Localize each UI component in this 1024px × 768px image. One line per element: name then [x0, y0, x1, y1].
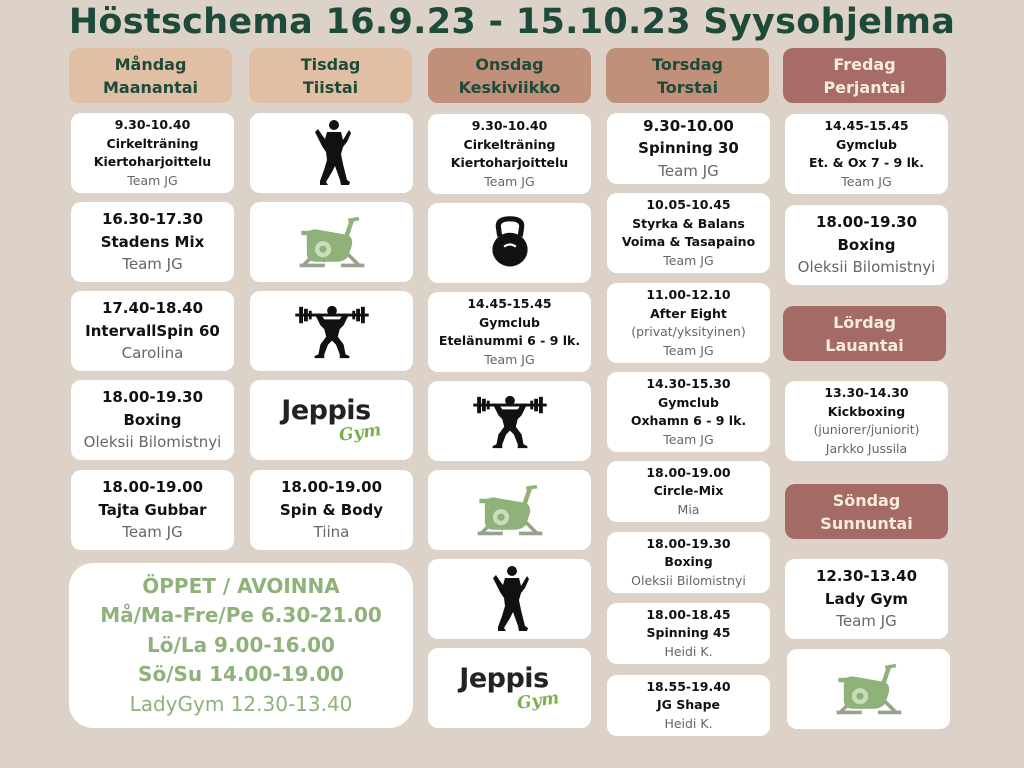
- logo-script: Gym: [516, 688, 561, 714]
- day-header-wednesday: [428, 48, 591, 103]
- class-instructor: Team JG: [484, 351, 535, 367]
- day-name-fi: Tiistai: [302, 77, 359, 97]
- class-instructor: Oleksii Bilomistnyi: [631, 572, 746, 588]
- class-name: Circle-Mix: [653, 483, 724, 499]
- class-card: [785, 114, 948, 194]
- day-name-sv: Måndag: [114, 54, 187, 74]
- class-instructor: Team JG: [127, 172, 178, 188]
- class-time: 14.30-15.30: [646, 376, 731, 391]
- day-name-fi: Lauantai: [825, 335, 904, 355]
- icon-card: [250, 291, 413, 371]
- class-time: 18.55-19.40: [646, 678, 731, 694]
- day-header-friday: [783, 48, 946, 103]
- day-name-sv: Tisdag: [300, 54, 361, 74]
- class-name: Boxing: [837, 235, 896, 254]
- exercise-bike-icon: [833, 661, 905, 717]
- class-name-fi: Oxhamn 6 - 9 lk.: [630, 413, 747, 428]
- boxer-icon: [312, 118, 352, 188]
- class-note: (privat/yksityinen): [631, 324, 746, 339]
- class-time: 12.30-13.40: [815, 567, 918, 586]
- class-instructor: Team JG: [663, 342, 714, 358]
- class-instructor: Carolina: [121, 344, 184, 363]
- opening-hours-box: [69, 563, 413, 728]
- class-name: Gymclub: [658, 394, 719, 410]
- class-card: [785, 381, 948, 461]
- jeppis-gym-logo: [459, 663, 561, 714]
- logo-card: [250, 380, 413, 460]
- day-name-fi: Torstai: [656, 77, 719, 97]
- class-name-fi: Et. & Ox 7 - 9 lk.: [809, 155, 924, 170]
- class-time: 17.40-18.40: [101, 299, 204, 318]
- day-name-sv: Onsdag: [475, 54, 544, 74]
- boxer-icon: [490, 564, 530, 634]
- icon-card: [428, 559, 591, 639]
- class-name: Cirkelträning: [106, 135, 199, 151]
- class-name: Tajta Gubbar: [98, 500, 207, 519]
- class-name: After Eight: [650, 305, 727, 321]
- day-header-tuesday: [249, 48, 412, 103]
- day-name-sv: Söndag: [832, 490, 901, 510]
- class-instructor: Jarkko Jussila: [825, 440, 908, 456]
- opening-hours-weekdays: Må/Ma-Fre/Pe 6.30-21.00: [100, 603, 382, 628]
- class-name: Boxing: [123, 410, 182, 429]
- class-name: IntervallSpin 60: [85, 321, 220, 340]
- class-card: [71, 291, 234, 371]
- class-card: [428, 292, 591, 372]
- logo-word: Jeppis: [281, 395, 371, 426]
- icon-card: [428, 381, 591, 461]
- jeppis-gym-logo: [281, 395, 383, 446]
- class-name-fi: Voima & Tasapaino: [621, 234, 756, 249]
- class-card: [250, 470, 413, 550]
- class-instructor: Heidi K.: [664, 715, 713, 731]
- class-instructor: Team JG: [122, 523, 183, 542]
- class-time: 18.00-19.00: [101, 478, 204, 497]
- icon-card: [250, 202, 413, 282]
- opening-hours-heading: ÖPPET / AVOINNA: [142, 573, 340, 598]
- day-name-fi: Perjantai: [823, 77, 906, 97]
- class-card: [71, 470, 234, 550]
- class-name: Lady Gym: [824, 589, 909, 608]
- class-name: JG Shape: [656, 697, 721, 713]
- day-name-sv: Torsdag: [652, 54, 723, 74]
- class-time: 18.00-19.00: [646, 464, 731, 480]
- class-card: [785, 205, 948, 285]
- class-card: [71, 380, 234, 460]
- day-name-sv: Fredag: [833, 54, 896, 74]
- class-name: Spin & Body: [279, 500, 384, 519]
- class-name: Styrka & Balans: [632, 215, 745, 231]
- kettlebell-icon: [488, 212, 532, 274]
- exercise-bike-icon: [474, 482, 546, 538]
- class-name-fi: Etelänummi 6 - 9 lk.: [438, 333, 581, 348]
- class-card: [607, 603, 770, 664]
- class-instructor: Tiina: [313, 523, 350, 542]
- class-name: Spinning 45: [646, 625, 731, 641]
- class-time: 18.00-19.00: [280, 478, 383, 497]
- day-header-thursday: [606, 48, 769, 103]
- icon-card: [787, 649, 950, 729]
- class-card: [607, 532, 770, 593]
- opening-hours-sunday: Sö/Su 14.00-19.00: [138, 662, 344, 687]
- day-name-fi: Sunnuntai: [820, 513, 913, 533]
- class-time: 11.00-12.10: [646, 287, 731, 302]
- class-card: [785, 559, 948, 639]
- day-header-monday: [69, 48, 232, 103]
- class-time: 9.30-10.40: [114, 117, 191, 132]
- day-header-sunday: [785, 484, 948, 539]
- logo-card: [428, 648, 591, 728]
- class-instructor: Team JG: [841, 173, 892, 189]
- class-instructor: Team JG: [658, 161, 719, 180]
- day-name-fi: Maanantai: [102, 77, 199, 97]
- class-time: 18.00-19.30: [815, 213, 918, 232]
- class-name: Boxing: [664, 554, 713, 570]
- class-time: 10.05-10.45: [646, 197, 731, 212]
- class-card: [607, 461, 770, 522]
- exercise-bike-icon: [296, 214, 368, 270]
- class-name: Gymclub: [479, 314, 540, 330]
- weightlifter-icon: [471, 392, 549, 450]
- class-card: [71, 113, 234, 193]
- class-name-fi: Kiertoharjoittelu: [93, 154, 212, 169]
- opening-hours-ladygym: LadyGym 12.30-13.40: [129, 691, 353, 716]
- class-instructor: Team JG: [663, 252, 714, 268]
- class-card: [607, 675, 770, 736]
- day-name-sv: Lördag: [833, 312, 896, 332]
- class-time: 13.30-14.30: [824, 385, 909, 400]
- class-name: Stadens Mix: [100, 232, 205, 251]
- class-card: [607, 193, 770, 273]
- class-time: 16.30-17.30: [101, 210, 204, 229]
- day-name-fi: Keskiviikko: [458, 77, 561, 97]
- class-time: 14.45-15.45: [824, 118, 909, 133]
- class-name-fi: Kiertoharjoittelu: [450, 155, 569, 170]
- weightlifter-icon: [293, 302, 371, 360]
- class-instructor: Oleksii Bilomistnyi: [83, 433, 222, 452]
- class-name: Gymclub: [836, 136, 897, 152]
- class-time: 18.00-19.30: [101, 388, 204, 407]
- logo-script: Gym: [338, 420, 383, 446]
- class-card: [607, 372, 770, 452]
- logo-word: Jeppis: [459, 663, 549, 694]
- class-note: (juniorer/juniorit): [813, 422, 920, 437]
- day-header-saturday: [783, 306, 946, 361]
- class-time: 18.00-18.45: [646, 606, 731, 622]
- icon-card: [250, 113, 413, 193]
- class-instructor: Team JG: [836, 612, 897, 631]
- class-instructor: Heidi K.: [664, 643, 713, 659]
- icon-card: [428, 470, 591, 550]
- class-instructor: Team JG: [122, 255, 183, 274]
- icon-card: [428, 203, 591, 283]
- class-card: [607, 113, 770, 184]
- opening-hours-saturday: Lö/La 9.00-16.00: [147, 632, 335, 657]
- class-name: Kickboxing: [827, 403, 906, 419]
- class-time: 9.30-10.40: [471, 118, 548, 133]
- page-title: Höstschema 16.9.23 - 15.10.23 Syysohjelma: [68, 2, 956, 42]
- class-card: [71, 202, 234, 282]
- class-time: 18.00-19.30: [646, 535, 731, 551]
- class-instructor: Oleksii Bilomistnyi: [797, 258, 936, 277]
- class-instructor: Mia: [677, 501, 700, 517]
- class-card: [607, 283, 770, 363]
- class-card: [428, 114, 591, 194]
- class-instructor: Team JG: [484, 173, 535, 189]
- class-name: Cirkelträning: [463, 136, 556, 152]
- class-instructor: Team JG: [663, 431, 714, 447]
- class-name: Spinning 30: [638, 139, 739, 158]
- class-time: 14.45-15.45: [467, 296, 552, 311]
- class-time: 9.30-10.00: [643, 116, 734, 135]
